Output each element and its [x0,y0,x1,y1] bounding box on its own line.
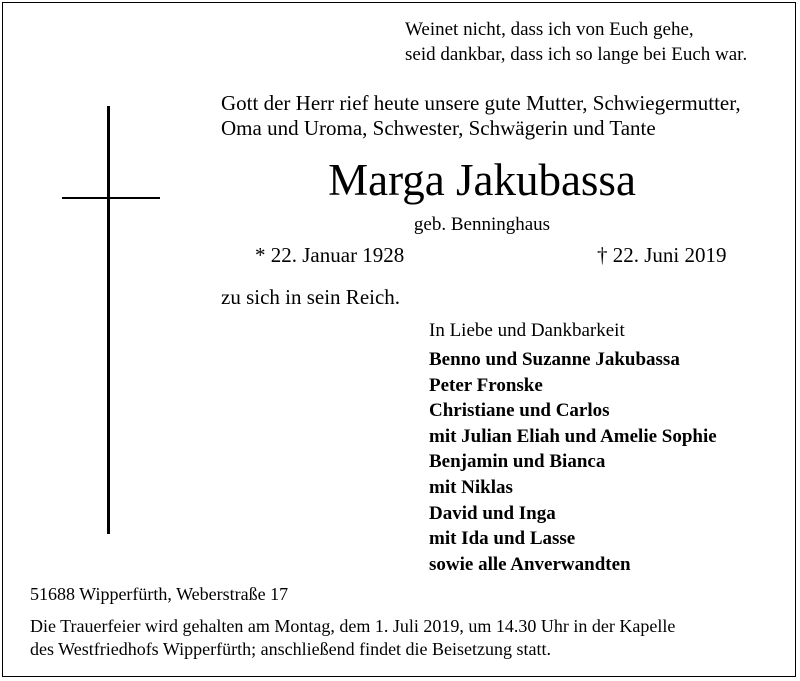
epitaph-quote [405,17,747,67]
maiden-name: geb. Benninghaus [413,214,551,235]
epitaph-line: Weinet nicht, dass ich von Euch gehe, [405,19,694,40]
cross-horizontal-bar [62,197,160,199]
cross-vertical-bar [107,106,110,534]
intro-line: Gott der Herr rief heute unsere gute Mutter, Schwiegermutter, [221,91,741,115]
mourner-name: Benno und Suzanne Jakubassa [429,349,680,370]
family-address: 51688 Wipperfürth, Weberstraße 17 [30,584,289,604]
funeral-details-line: des Westfriedhofs Wipperfürth; anschließend findet die Beisetzung statt. [30,639,552,659]
mourner-name: Peter Fronske [429,374,543,396]
mourner-name: sowie alle Anverwandten [429,553,631,575]
mourner-name: Christiane und Carlos [429,400,610,422]
epitaph-line: seid dankbar, dass ich so lange bei Euch war. [405,44,748,65]
cross-icon [60,106,160,536]
mourner-name: Benjamin und Bianca [429,451,606,473]
mourner-name: mit Niklas [429,476,513,498]
intro-line: Oma und Uroma, Schwester, Schwägerin und Tante [221,116,656,140]
announcement-closing: zu sich in sein Reich. [221,285,401,309]
mourner-name: mit Ida und Lasse [429,528,576,550]
death-date: † 22. Juni 2019 [597,243,727,267]
mourner-name: David und Inga [429,502,556,524]
funeral-details-line: Die Trauerfeier wird gehalten am Montag, dem 1. Juli 2019, um 14.30 Uhr in der Kapelle [30,616,676,636]
deceased-name: Marga Jakubassa [328,155,636,205]
mourners-list [429,347,717,577]
funeral-details [30,615,780,661]
mourners-heading: In Liebe und Dankbarkeit [429,320,625,341]
announcement-intro [221,91,741,141]
birth-date: * 22. Januar 1928 [255,243,405,267]
mourner-name: mit Julian Eliah und Amelie Sophie [429,425,717,447]
